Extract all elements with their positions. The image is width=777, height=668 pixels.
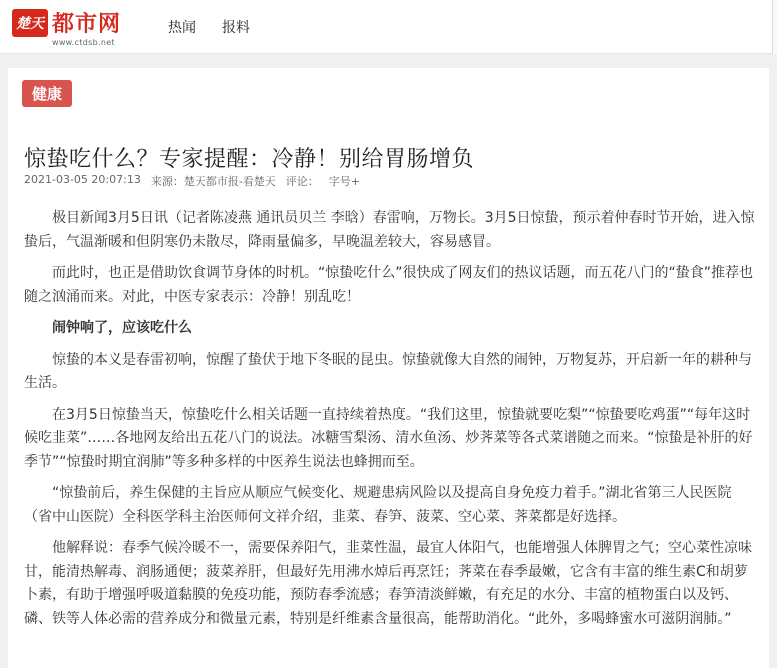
article-paragraph: “惊蛰前后，养生保健的主旨应从顺应气候变化、规避患病风险以及提高自身免疫力着手。”湖北省第三人民医院（省中山医院）全科医学科主治医师何文祥介绍，韭菜、春笋、菠菜、空心菜、荠菜都是好选择。 xyxy=(24,485,732,525)
article-meta xyxy=(24,173,370,189)
article-source: 来源：楚天都市报-看楚天 xyxy=(150,175,276,188)
article-paragraph: 极目新闻3月5日讯（记者陈凌燕 通讯员贝兰 李晗）春雷响，万物长。3月5日惊蛰，预示着仲春时节开始，进入惊蛰后，气温渐暖和但阴寒仍未散尽，降雨量偏多，早晚温差较大，容易感冒。 xyxy=(24,210,755,250)
comments-label[interactable]: 评论： xyxy=(285,175,319,188)
logo-url: www.ctdsb.net xyxy=(52,37,115,47)
main-nav xyxy=(168,17,276,37)
article-body xyxy=(24,207,758,639)
site-logo[interactable] xyxy=(12,4,140,50)
page-edge xyxy=(772,0,777,54)
font-size-toggle[interactable]: 字号+ xyxy=(328,175,361,188)
article-paragraph: 惊蛰的本义是春雷初响，惊醒了蛰伏于地下冬眠的昆虫。惊蛰就像大自然的闹钟，万物复苏，开启新一年的耕种与生活。 xyxy=(24,351,752,391)
category-tag[interactable]: 健康 xyxy=(22,80,72,107)
nav-item-report[interactable]: 报料 xyxy=(222,19,250,36)
article-subheading: 闹钟响了，应该吃什么 xyxy=(52,320,192,336)
nav-item-hot-news[interactable]: 热闻 xyxy=(168,19,196,36)
logo-text: 都市网 xyxy=(52,12,122,37)
logo-mark: 楚天 xyxy=(12,9,48,37)
article-card xyxy=(8,68,769,668)
publish-datetime: 2021-03-05 20:07:13 xyxy=(24,173,141,186)
article-paragraph: 而此时，也正是借助饮食调节身体的时机。“惊蛰吃什么”很快成了网友们的热议话题，而五花八门的“蛰食”推荐也随之汹涌而来。对此，中医专家表示：冷静！别乱吃！ xyxy=(24,265,754,305)
article-title: 惊蛰吃什么？专家提醒：冷静！别给胃肠增负 xyxy=(24,147,475,172)
article-paragraph: 在3月5日惊蛰当天，惊蛰吃什么相关话题一直持续着热度。“我们这里，惊蛰就要吃梨”“惊蛰要吃鸡蛋”“每年这时候吃韭菜”……各地网友给出五花八门的说法。冰糖雪梨汤、清水鱼汤、炒荠菜等各式菜谱随之而来。“惊蛰是补肝的好季节”“惊蛰时期宜润肺”等多种多样的中医养生说法也蜂拥而至。 xyxy=(24,406,753,470)
top-bar xyxy=(0,0,777,54)
article-paragraph: 他解释说：春季气候冷暖不一，需要保养阳气，韭菜性温，最宜人体阳气，也能增强人体脾胃之气；空心菜性凉味甘，能清热解毒、润肠通便；菠菜养肝，但最好先用沸水焯后再烹饪；荠菜在春季最嫩，它含有丰富的维生素C和胡萝卜素，有助于增强呼吸道黏膜的免疫功能，预防春季流感；春笋清淡鲜嫩，有充足的水分、丰富的植物蛋白以及钙、磷、铁等人体必需的营养成分和微量元素，特别是纤维素含量很高，能帮助消化。“此外，多喝蜂蜜水可滋阴润肺。” xyxy=(24,540,752,627)
